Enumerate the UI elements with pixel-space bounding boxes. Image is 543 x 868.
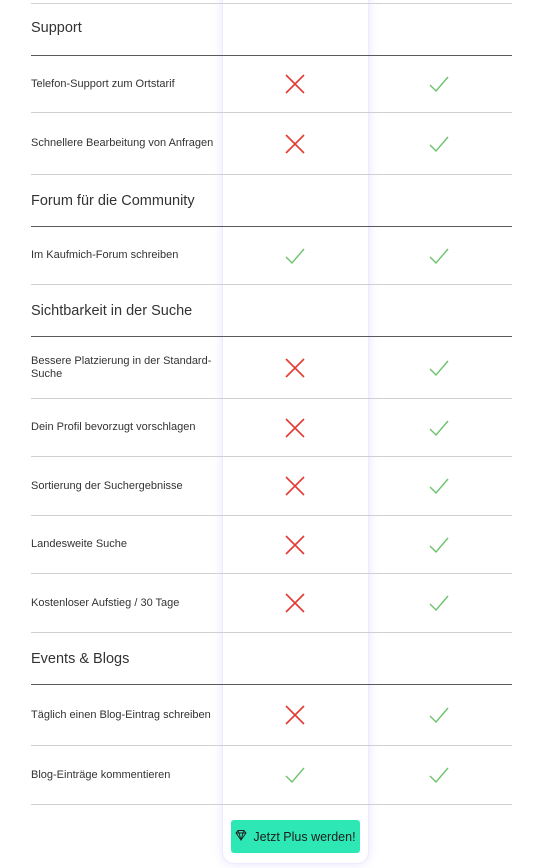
basic-cross-icon [284,592,306,614]
feature-label: Täglich einen Blog-Eintrag schreiben [31,708,211,721]
basic-cross-icon [284,475,306,497]
basic-cross-icon [284,534,306,556]
feature-label: Schnellere Bearbeitung von Anfragen [31,137,214,149]
plus-check-icon [428,475,450,497]
feature-row [31,457,512,516]
section-heading-visibility: Sichtbarkeit in der Suche [31,285,512,337]
diamond-icon [235,829,247,844]
plus-check-icon [428,133,450,155]
plus-check-icon [428,592,450,614]
feature-comparison-table [31,0,512,805]
become-plus-button[interactable] [231,820,360,853]
basic-cross-icon [284,357,306,379]
feature-label: Telefon-Support zum Ortstarif [31,77,175,90]
feature-row [31,227,512,285]
feature-label: Im Kaufmich-Forum schreiben [31,249,179,261]
feature-row [31,516,512,574]
feature-label: Bessere Platzierung in der Standard-Suche [31,354,212,380]
basic-cross-icon [284,417,306,439]
become-plus-label: Jetzt Plus werden! [253,829,356,844]
plus-check-icon [428,764,450,786]
section-heading-events: Events & Blogs [31,633,512,685]
feature-row [31,685,512,746]
feature-label: Blog-Einträge kommentieren [31,768,171,781]
plus-check-icon [428,73,450,95]
basic-check-icon [284,764,306,786]
feature-label: Sortierung der Suchergebnisse [31,479,183,492]
basic-cross-icon [284,704,306,726]
feature-label: Landesweite Suche [31,538,128,550]
feature-row [31,113,512,175]
feature-label: Dein Profil bevorzugt vorschlagen [31,421,196,433]
feature-row [31,56,512,113]
feature-row [31,574,512,633]
feature-row [31,746,512,805]
plus-check-icon [428,704,450,726]
basic-cross-icon [284,133,306,155]
plus-check-icon [428,357,450,379]
section-heading-forum: Forum für die Community [31,175,512,227]
plus-check-icon [428,417,450,439]
basic-cross-icon [284,73,306,95]
feature-label: Kostenloser Aufstieg / 30 Tage [31,596,180,609]
plus-check-icon [428,245,450,267]
feature-row [31,337,512,399]
plus-check-icon [428,534,450,556]
feature-row [31,399,512,457]
section-heading-support: Support [31,0,512,56]
basic-check-icon [284,245,306,267]
